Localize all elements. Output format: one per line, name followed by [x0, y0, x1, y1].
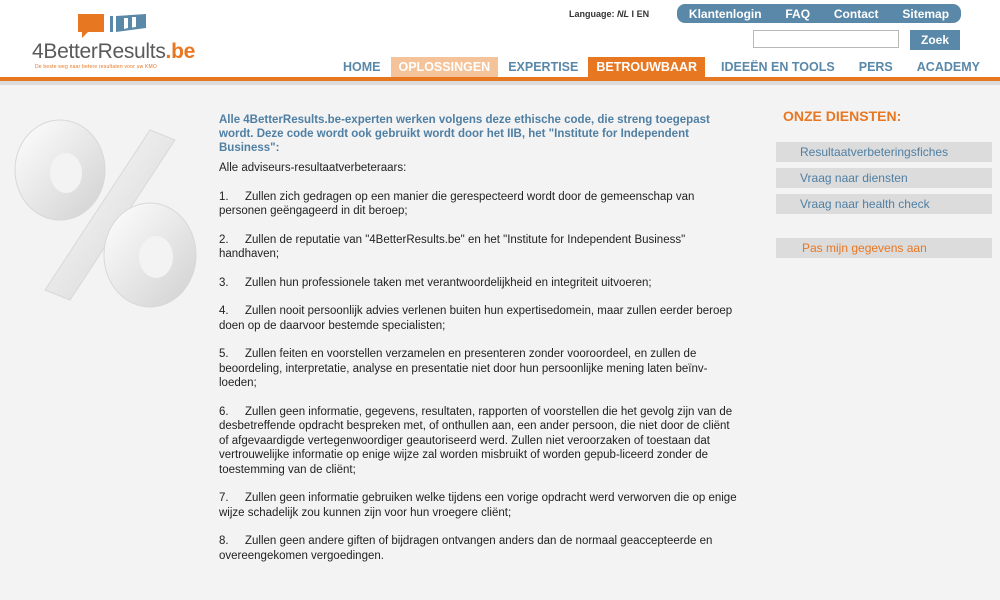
intro-text: Alle 4BetterResults.be-experten werken volgens deze ethische code, die streng toegepast wordt. Deze code wordt ook gebruikt wordt door het IIB, het "Institute for Independent Business":: [219, 114, 710, 154]
language-en[interactable]: EN: [636, 9, 650, 19]
code-item: 6. Zullen geen informatie, gegevens, resultaten, rapporten of voorstellen die het gevolg zijn van de desbetreffende opdracht bespreken met, of onthullen aan, een ander persoon, die niet door de cliënt of afgevaardigde vertegenwoordiger geautoriseerd werd. Zullen niet veroorzaken of toestaan dat vertrouwelijke informatie op enige wijze zal worden misbruikt of worden gepub-liceerd zonder de toestemming van de cliënt;: [219, 405, 733, 476]
code-item: 3. Zullen hun professionele taken met verantwoordelijkheid en integriteit uitvoeren;: [219, 276, 652, 289]
logo-icon: [76, 10, 156, 40]
nav-oplossingen[interactable]: OPLOSSINGEN: [391, 57, 499, 77]
code-item: 8. Zullen geen andere giften of bijdragen ontvangen anders dan de normaal geaccepteerde en overeengekomen vergoedingen.: [219, 535, 713, 562]
sidebar-link-vraag-naar-diensten[interactable]: Vraag naar diensten: [776, 168, 992, 188]
logo-tagline: De beste weg naar betere resultaten voor uw KMO: [35, 64, 157, 70]
nav-betrouwbaar[interactable]: BETROUWBAAR: [588, 57, 705, 77]
percent-sign-illustration: [0, 85, 220, 325]
code-item: 7. Zullen geen informatie gebruiken welke tijdens een vorige opdracht werd verworven die op enige wijze schadelijk zou kunnen zijn voor hun vroegere cliënt;: [219, 492, 737, 519]
lead-text: Alle adviseurs-resultaatverbeteraars:: [219, 162, 407, 174]
sidebar-link-health-check[interactable]: Vraag naar health check: [776, 194, 992, 214]
language-separator: I: [631, 9, 635, 19]
code-item: 5. Zullen feiten en voorstellen verzamelen en presenteren zonder vooroordeel, en zullen de beoordeling, interpretatie, analyse en presentatie niet door hun persoonlijke mening laten beïnv-loeden;: [219, 348, 708, 389]
top-link-sitemap[interactable]: Sitemap: [902, 6, 950, 21]
sidebar-link-pas-gegevens-aan[interactable]: Pas mijn gegevens aan: [776, 238, 992, 258]
logo-text: 4BetterResults.be: [32, 40, 195, 63]
code-item: 1. Zullen zich gedragen op een manier die gerespecteerd wordt door de gemeenschap van personen geëngageerd in dit beroep;: [219, 190, 695, 217]
top-link-faq[interactable]: FAQ: [785, 6, 811, 21]
main-nav: [335, 57, 990, 77]
code-item: 2. Zullen de reputatie van "4BetterResults.be" en het "Institute for Independent Business" handhaven;: [219, 233, 686, 260]
top-links: [677, 4, 961, 23]
top-link-contact[interactable]: Contact: [833, 6, 879, 21]
language-label: Language:: [569, 9, 615, 19]
sidebar-link-resultaatverbeteringsfiches[interactable]: Resultaatverbeteringsfiches: [776, 142, 992, 162]
nav-ideeen-en-tools[interactable]: IDEEËN EN TOOLS: [721, 60, 835, 74]
nav-expertise[interactable]: EXPERTISE: [508, 60, 579, 74]
header: [0, 0, 1000, 80]
sidebar-title: ONZE DIENSTEN:: [783, 108, 902, 124]
sidebar: [776, 108, 992, 264]
language-nl[interactable]: NL: [617, 9, 630, 19]
nav-pers[interactable]: PERS: [858, 60, 893, 74]
code-item: 4. Zullen nooit persoonlijk advies verlenen buiten hun expertisedomein, maar zullen eerder beroep doen op de daarvoor bestemde specialisten;: [219, 305, 733, 332]
top-link-klantenlogin[interactable]: Klantenlogin: [688, 6, 762, 21]
language-switcher: [569, 9, 649, 19]
search-input[interactable]: [753, 30, 899, 48]
nav-home[interactable]: HOME: [343, 60, 381, 74]
logo[interactable]: [32, 10, 222, 72]
nav-academy[interactable]: ACADEMY: [916, 60, 980, 74]
main-content: [219, 113, 739, 577]
search-button[interactable]: Zoek: [910, 30, 960, 50]
